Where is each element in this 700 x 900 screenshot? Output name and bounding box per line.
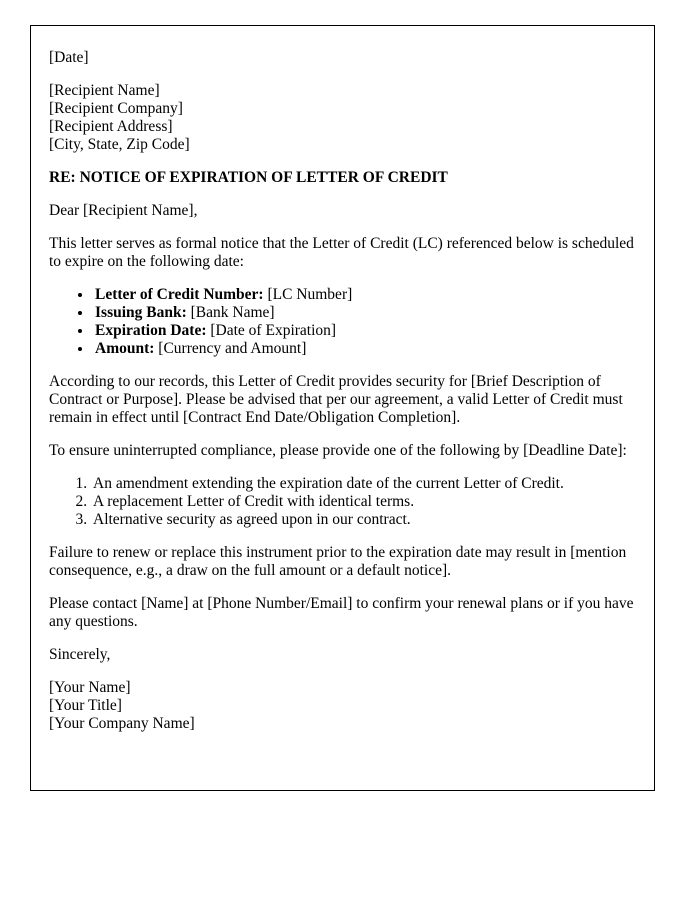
expiration-date-label: Expiration Date:: [95, 322, 207, 339]
issuing-bank-value: [Bank Name]: [190, 304, 275, 321]
list-item: [93, 304, 634, 322]
signature-name: [Your Name]: [49, 679, 131, 696]
intro-paragraph: This letter serves as formal notice that the Letter of Credit (LC) referenced below is scheduled to expire on the following date:: [49, 235, 634, 270]
recipient-city-state-zip: [City, State, Zip Code]: [49, 136, 190, 153]
list-item: 3. Alternative security as agreed upon in our contract.: [91, 511, 634, 529]
compliance-intro-paragraph: To ensure uninterrupted compliance, please provide one of the following by [Deadline Date]:: [49, 442, 627, 459]
expiration-date-value: [Date of Expiration]: [210, 322, 337, 339]
list-item: [93, 340, 634, 358]
amount-value: [Currency and Amount]: [158, 340, 307, 357]
list-item: 1. An amendment extending the expiration date of the current Letter of Credit.: [91, 475, 634, 493]
letter-body: [49, 49, 634, 733]
contact-paragraph: Please contact [Name] at [Phone Number/Email] to confirm your renewal plans or if you have any questions.: [49, 595, 634, 630]
signature-block: [49, 679, 634, 733]
list-item: [93, 286, 634, 304]
amount-label: Amount:: [95, 340, 155, 357]
recipient-address: [Recipient Address]: [49, 118, 173, 135]
date-line: [Date]: [49, 49, 89, 66]
failure-paragraph: Failure to renew or replace this instrument prior to the expiration date may result in [mention consequence, e.g., a draw on the full amount or a default notice].: [49, 544, 627, 579]
salutation: Dear [Recipient Name],: [49, 202, 198, 219]
recipient-block: [49, 82, 634, 154]
options-list: [49, 475, 634, 529]
lc-number-label: Letter of Credit Number:: [95, 286, 264, 303]
closing-line: Sincerely,: [49, 646, 111, 663]
recipient-company: [Recipient Company]: [49, 100, 183, 117]
signature-company: [Your Company Name]: [49, 715, 195, 732]
subject-line: RE: NOTICE OF EXPIRATION OF LETTER OF CREDIT: [49, 169, 448, 186]
recipient-name: [Recipient Name]: [49, 82, 160, 99]
signature-title: [Your Title]: [49, 697, 122, 714]
list-item: 2. A replacement Letter of Credit with identical terms.: [91, 493, 634, 511]
issuing-bank-label: Issuing Bank:: [95, 304, 187, 321]
lc-details-list: [49, 286, 634, 358]
lc-number-value: [LC Number]: [267, 286, 353, 303]
list-item: [93, 322, 634, 340]
records-paragraph: According to our records, this Letter of Credit provides security for [Brief Description of Contract or Purpose]. Please be advised that per our agreement, a valid Letter of Credit must remain in effect until [Contract End Date/Obligation Completion].: [49, 373, 623, 426]
letter-frame: [30, 25, 655, 791]
